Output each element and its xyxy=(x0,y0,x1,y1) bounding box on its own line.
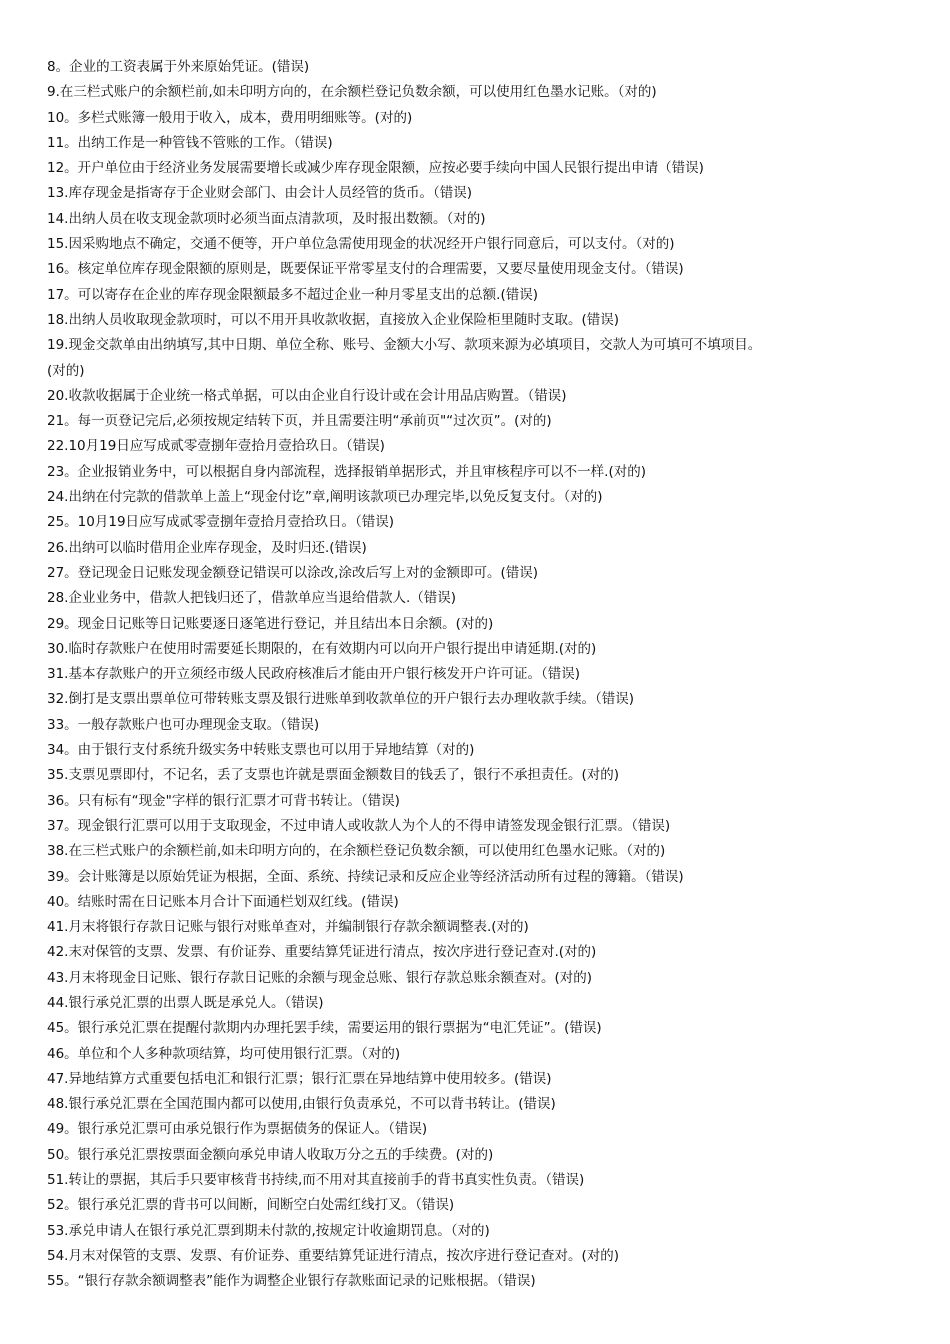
list-item: 20.收款收据属于企业统一格式单据，可以由企业自行设计或在会计用品店购置。（错误) xyxy=(47,387,567,404)
list-item: 31.基本存款账户的开立须经市级人民政府核准后才能由开户银行核发开户许可证。（错误) xyxy=(47,666,580,683)
list-item: 33。一般存款账户也可办理现金支取。（错误) xyxy=(47,716,320,733)
list-item: 12。开户单位由于经济业务发展需要增长或减少库存现金限额，应按必要手续向中国人民银行提出申请（错误) xyxy=(47,160,704,177)
list-item: 51.转让的票据，其后手只要审核背书持续,而不用对其直接前手的背书真实性负责。（错误) xyxy=(47,1172,585,1189)
list-item: 19.现金交款单由出纳填写,其中日期、单位全称、账号、金额大小写、款项来源为必填项目，交款人为可填可不填项目。 xyxy=(47,337,762,354)
list-item: 40。结账时需在日记账本月合计下面通栏划双红线。(错误) xyxy=(47,893,399,910)
list-item: 49。银行承兑汇票可由承兑银行作为票据债务的保证人。（错误) xyxy=(47,1121,428,1138)
list-item: 39。会计账簿是以原始凭证为根据，全面、系统、持续记录和反应企业等经济活动所有过程的簿籍。（错误) xyxy=(47,868,684,885)
list-item: 34。由于银行支付系统升级实务中转账支票也可以用于异地结算（对的) xyxy=(47,742,475,759)
list-item: 53.承兑申请人在银行承兑汇票到期未付款的,按规定计收逾期罚息。（对的) xyxy=(47,1222,490,1239)
list-item: 18.出纳人员收取现金款项时，可以不用开具收款收据，直接放入企业保险柜里随时支取。(错误) xyxy=(47,311,620,328)
list-item: 44.银行承兑汇票的出票人既是承兑人。（错误) xyxy=(47,994,324,1011)
list-item: 50。银行承兑汇票按票面金额向承兑申请人收取万分之五的手续费。(对的) xyxy=(47,1146,494,1163)
list-item: 28.企业业务中，借款人把钱归还了，借款单应当退给借款人.（错误) xyxy=(47,590,457,607)
list-item: 10。多栏式账簿一般用于收入，成本，费用明细账等。(对的) xyxy=(47,109,413,126)
list-item: 26.出纳可以临时借用企业库存现金，及时归还.(错误) xyxy=(47,539,367,556)
list-item: 15.因采购地点不确定，交通不便等，开户单位急需使用现金的状况经开户银行同意后，可以支付。（对的) xyxy=(47,236,675,253)
list-item: 37。现金银行汇票可以用于支取现金，不过申请人或收款人为个人的不得申请签发现金银行汇票。（错误) xyxy=(47,817,671,834)
list-item: 45。银行承兑汇票在提醒付款期内办理托罢手续，需要运用的银行票据为“电汇凭证”。(错误) xyxy=(47,1020,602,1037)
list-item: 47.异地结算方式重要包括电汇和银行汇票；银行汇票在异地结算中使用较多。(错误) xyxy=(47,1070,552,1087)
list-item: 17。可以寄存在企业的库存现金限额最多不超过企业一种月零星支出的总额.(错误) xyxy=(47,286,539,303)
list-item: 23。企业报销业务中，可以根据自身内部流程，选择报销单据形式，并且审核程序可以不一样.(对的) xyxy=(47,463,647,480)
list-item: 42.末对保管的支票、发票、有价证券、重要结算凭证进行清点，按次序进行登记查对.(对的) xyxy=(47,944,597,961)
list-item: 16。核定单位库存现金限额的原则是，既要保证平常零星支付的合理需要，又要尽量使用现金支付。（错误) xyxy=(47,261,684,278)
list-item: 29。现金日记账等日记账要逐日逐笔进行登记，并且结出本日余额。(对的) xyxy=(47,615,494,632)
list-item: 27。登记现金日记账发现金额登记错误可以涂改,涂改后写上对的金额即可。(错误) xyxy=(47,564,539,581)
list-item: 46。单位和个人多种款项结算，均可使用银行汇票。（对的) xyxy=(47,1045,401,1062)
list-item: 32.倒打是支票出票单位可带转账支票及银行进账单到收款单位的开户银行去办理收款手续。（错误) xyxy=(47,691,634,708)
list-item: 38.在三栏式账户的余额栏前,如未印明方向的，在余额栏登记负数余额，可以使用红色墨水记账。（对的) xyxy=(47,843,666,860)
list-item: 21。每一页登记完后,必须按规定结转下页，并且需要注明“承前页"“过次页”。(对的) xyxy=(47,413,552,430)
list-item: 25。10月19日应写成贰零壹捌年壹拾月壹拾玖日。（错误) xyxy=(47,514,395,531)
list-item: 30.临时存款账户在使用时需要延长期限的，在有效期内可以向开户银行提出申请延期.(对的) xyxy=(47,640,597,657)
list-item: 52。银行承兑汇票的背书可以间断，间断空白处需红线打叉。（错误) xyxy=(47,1197,455,1214)
list-item: 22.10月19日应写成贰零壹捌年壹拾月壹拾玖日。（错误) xyxy=(47,438,385,455)
list-item: 55。“银行存款余额调整表”能作为调整企业银行存款账面记录的记账根据。（错误) xyxy=(47,1273,536,1290)
list-item: 54.月末对保管的支票、发票、有价证券、重要结算凭证进行清点，按次序进行登记查对。(对的) xyxy=(47,1247,620,1264)
list-item: 35.支票见票即付，不记名，丢了支票也许就是票面金额数目的钱丢了，银行不承担责任。(对的) xyxy=(47,767,620,784)
list-item: 48.银行承兑汇票在全国范围内都可以使用,由银行负责承兑，不可以背书转让。(错误) xyxy=(47,1096,556,1113)
list-item: 11。出纳工作是一种管钱不管账的工作。（错误) xyxy=(47,134,333,151)
list-item: 8。企业的工资表属于外来原始凭证。(错误) xyxy=(47,59,310,75)
statement-list xyxy=(47,55,927,1320)
list-item: 14.出纳人员在收支现金款项时必须当面点清款项，及时报出数额。（对的) xyxy=(47,210,486,227)
list-item: 36。只有标有“现金"字样的银行汇票才可背书转让。（错误) xyxy=(47,792,400,809)
list-item: (对的) xyxy=(47,362,85,379)
list-item: 41.月末将银行存款日记账与银行对账单查对，并编制银行存款余额调整表.(对的) xyxy=(47,919,529,936)
list-item: 13.库存现金是指寄存于企业财会部门、由会计人员经管的货币。（错误) xyxy=(47,185,472,202)
list-item: 9.在三栏式账户的余额栏前,如未印明方向的，在余额栏登记负数余额，可以使用红色墨水记账。（对的) xyxy=(47,84,657,101)
list-item: 43.月末将现金日记账、银行存款日记账的余额与现金总账、银行存款总账余额查对。(对的) xyxy=(47,969,593,986)
list-item xyxy=(47,1295,927,1320)
list-item: 24.出纳在付完款的借款单上盖上“现金付讫”章,阐明该款项已办理完毕,以免反复支付。（对的) xyxy=(47,489,603,506)
